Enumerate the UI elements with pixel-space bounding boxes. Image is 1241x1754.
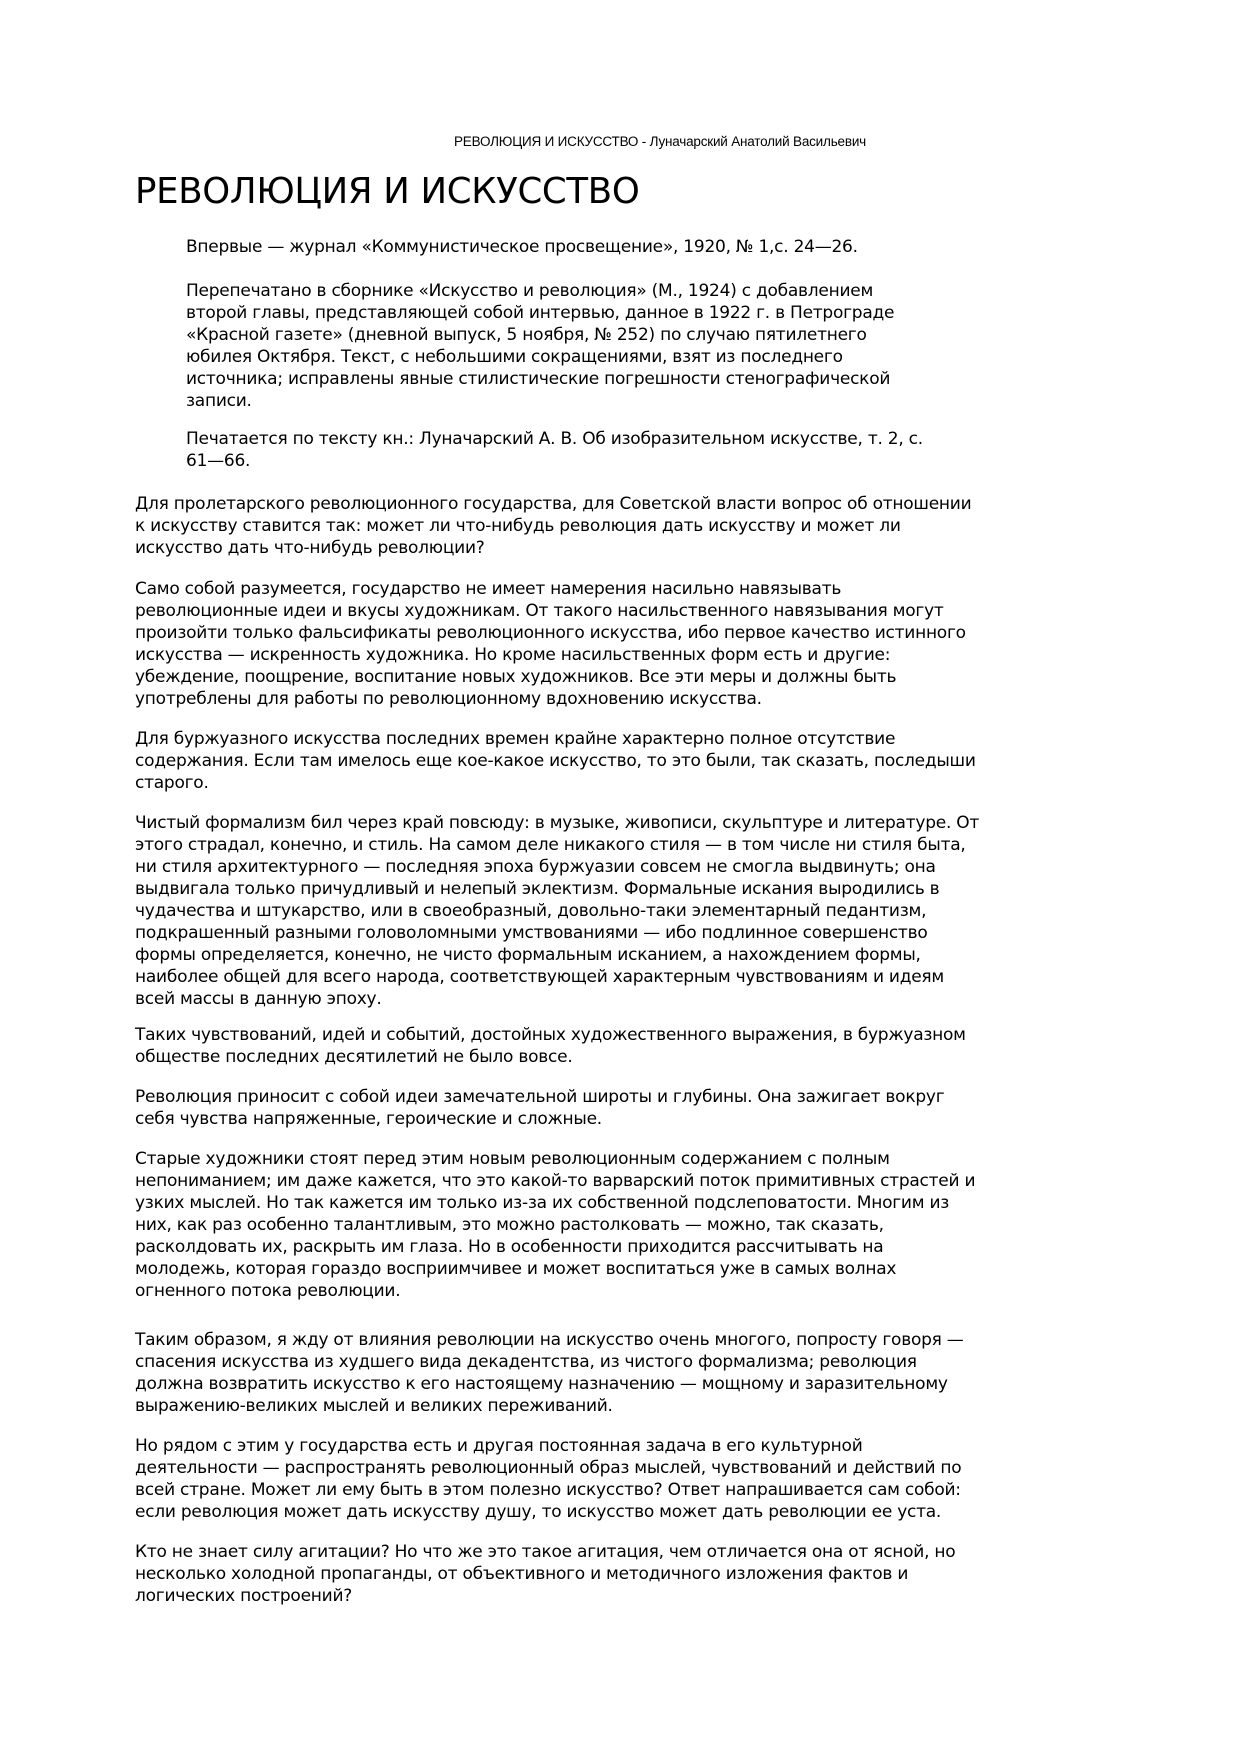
- text-line: наиболее общей для всего народа, соответствующей характерным чувствованиям и идеям: [135, 967, 944, 987]
- body-paragraph: [135, 812, 1120, 1010]
- text-line: содержания. Если там имелось еще кое-какое искусство, то это были, так сказать, последыши: [135, 751, 976, 771]
- text-line: если революция может дать искусству душу, то искусство может дать революции ее уста.: [135, 1502, 942, 1522]
- text-line: выражению-великих мыслей и великих переживаний.: [135, 1396, 613, 1416]
- text-line: «Красной газете» (дневной выпуск, 5 ноября, № 252) по случаю пятилетнего: [186, 325, 867, 345]
- text-line: ни стиля архитектурного — последняя эпоха буржуазии совсем не смогла выдвинуть; она: [135, 857, 936, 877]
- text-line: должна возвратить искусство к его настоящему назначению — мощному и заразительному: [135, 1374, 948, 1394]
- blockquote-paragraph: [186, 236, 1106, 258]
- text-line: источника; исправлены явные стилистические погрешности стенографической: [186, 369, 891, 389]
- text-line: спасения искусства из худшего вида декадентства, из чистого формализма; революция: [135, 1352, 917, 1372]
- text-line: Для буржуазного искусства последних времен крайне характерно полное отсутствие: [135, 729, 896, 749]
- text-line: 61—66.: [186, 451, 251, 471]
- text-line: произойти только фальсификаты революционного искусства, ибо первое качество истинного: [135, 623, 966, 643]
- text-line: Печатается по тексту кн.: Луначарский А. В. Об изобразительном искусстве, т. 2, с.: [186, 429, 923, 449]
- text-line: логических построений?: [135, 1586, 353, 1606]
- text-line: всей массы в данную эпоху.: [135, 989, 382, 1009]
- text-line: второй главы, представляющей собой интервью, данное в 1922 г. в Петрограде: [186, 303, 895, 323]
- text-line: к искусству ставится так: может ли что-нибудь революция дать искусству и может ли: [135, 516, 901, 536]
- text-line: узких мыслей. Но так кажется им только из-за их собственной подслеповатости. Многим из: [135, 1193, 950, 1213]
- text-line: революционные идеи и вкусы художникам. От такого насильственного навязывания могут: [135, 601, 944, 621]
- text-line: подкрашенный разными головоломными умствованиями — ибо подлинное совершенство: [135, 923, 928, 943]
- text-line: искусства — искренность художника. Но кроме насильственных форм есть и другие:: [135, 645, 891, 665]
- text-line: искусство дать что-нибудь революции?: [135, 538, 485, 558]
- text-line: Старые художники стоят перед этим новым революционным содержанием с полным: [135, 1149, 890, 1169]
- body-paragraph: [135, 728, 1120, 794]
- text-line: Революция приносит с собой идеи замечательной широты и глубины. Она зажигает вокруг: [135, 1087, 945, 1107]
- text-line: употреблены для работы по революционному вдохновению искусства.: [135, 689, 762, 709]
- text-line: Но рядом с этим у государства есть и другая постоянная задача в его культурной: [135, 1436, 863, 1456]
- text-line: Перепечатано в сборнике «Искусство и революция» (М., 1924) с добавлением: [186, 281, 874, 301]
- text-line: непониманием; им даже кажется, что это какой-то варварский поток примитивных страстей и: [135, 1171, 976, 1191]
- blockquote-paragraph: [186, 280, 1106, 412]
- body-paragraph: [135, 1435, 1120, 1523]
- running-header: РЕВОЛЮЦИЯ И ИСКУССТВО - Луначарский Анатолий Васильевич: [453, 134, 866, 149]
- text-line: Впервые — журнал «Коммунистическое просвещение», 1920, № 1,с. 24—26.: [186, 237, 858, 257]
- text-line: обществе последних десятилетий не было вовсе.: [135, 1047, 573, 1067]
- body-paragraph: [135, 1024, 1120, 1068]
- body-paragraph: [135, 1086, 1120, 1130]
- page-title: РЕВОЛЮЦИЯ И ИСКУССТВО: [135, 171, 640, 212]
- body-paragraph: [135, 493, 1120, 559]
- text-line: всей стране. Может ли ему быть в этом полезно искусство? Ответ напрашивается сам собой:: [135, 1480, 961, 1500]
- text-line: огненного потока революции.: [135, 1281, 401, 1301]
- text-line: деятельности — распространять революционный образ мыслей, чувствований и действий по: [135, 1458, 962, 1478]
- text-line: себя чувства напряженные, героические и сложные.: [135, 1109, 602, 1129]
- text-line: несколько холодной пропаганды, от объективного и методичного изложения фактов и: [135, 1564, 909, 1584]
- body-paragraph: [135, 1541, 1120, 1607]
- body-paragraph: [135, 578, 1120, 710]
- text-line: Для пролетарского революционного государства, для Советской власти вопрос об отношении: [135, 494, 972, 514]
- text-line: этого страдал, конечно, и стиль. На самом деле никакого стиля — в том числе ни стиля быта,: [135, 835, 966, 855]
- text-line: юбилея Октября. Текст, с небольшими сокращениями, взят из последнего: [186, 347, 843, 367]
- text-line: выдвигала только причудливый и нелепый эклектизм. Формальные искания выродились в: [135, 879, 940, 899]
- text-line: Чистый формализм бил через край повсюду: в музыке, живописи, скульптуре и литературе. От: [135, 813, 980, 833]
- text-line: молодежь, которая гораздо восприимчивее и может воспитаться уже в самых волнах: [135, 1259, 897, 1279]
- text-line: Само собой разумеется, государство не имеет намерения насильно навязывать: [135, 579, 842, 599]
- body-paragraph: [135, 1148, 1120, 1302]
- blockquote-paragraph: [186, 428, 1106, 472]
- text-line: убеждение, поощрение, воспитание новых художников. Все эти меры и должны быть: [135, 667, 897, 687]
- text-line: чудачества и штукарство, или в своеобразный, довольно-таки элементарный педантизм,: [135, 901, 927, 921]
- text-line: Таких чувствований, идей и событий, достойных художественного выражения, в буржуазном: [135, 1025, 966, 1045]
- text-line: формы определяется, конечно, не чисто формальным исканием, а нахождением формы,: [135, 945, 921, 965]
- text-line: Кто не знает силу агитации? Но что же это такое агитация, чем отличается она от ясной, но: [135, 1542, 956, 1562]
- text-line: записи.: [186, 391, 252, 411]
- body-paragraph: [135, 1329, 1120, 1417]
- text-line: них, как раз особенно талантливым, это можно растолковать — можно, так сказать,: [135, 1215, 884, 1235]
- text-line: старого.: [135, 773, 209, 793]
- text-line: Таким образом, я жду от влияния революции на искусство очень многого, попросту говоря —: [135, 1330, 964, 1350]
- text-line: расколдовать их, раскрыть им глаза. Но в особенности приходится рассчитывать на: [135, 1237, 884, 1257]
